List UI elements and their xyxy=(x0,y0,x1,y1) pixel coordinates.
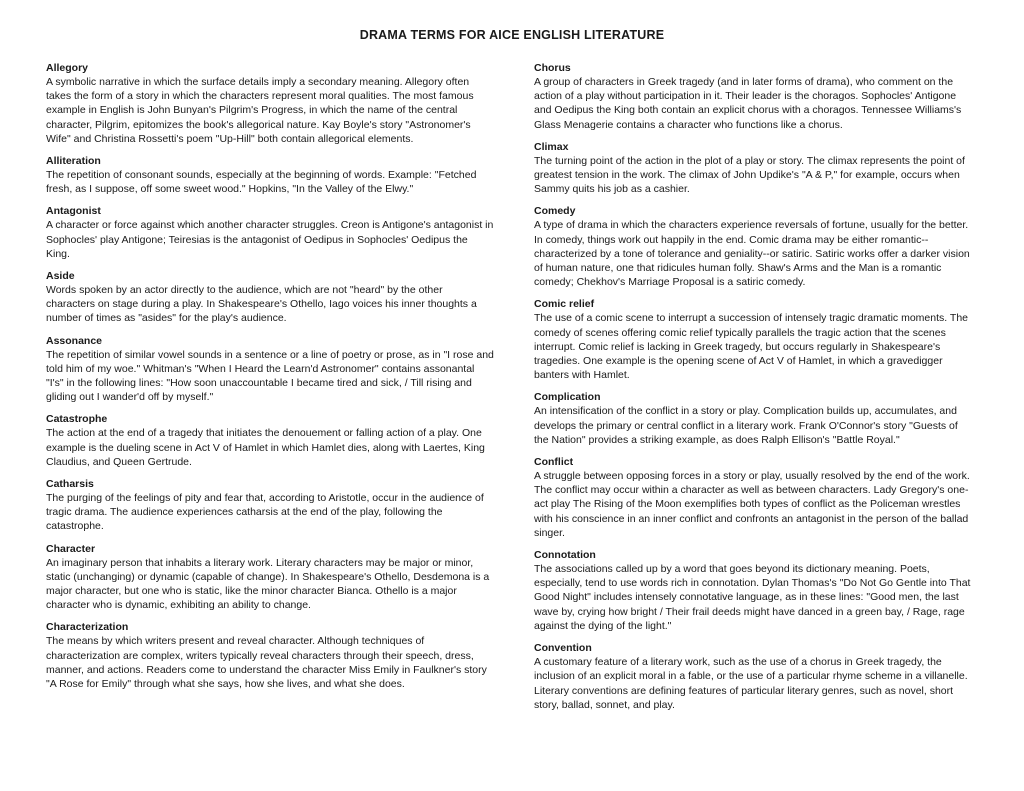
term-entry xyxy=(534,549,972,633)
term-heading: Allegory xyxy=(46,62,89,74)
term-definition: A character or force against which another character struggles. Creon is Antigone's antagonist in Sophocles' play Antigone; Teiresias is the antagonist of Oedipus in Sophocles' Oedipus the King. xyxy=(46,219,494,260)
term-entry xyxy=(46,335,494,405)
term-entry xyxy=(46,155,494,196)
term-definition: A customary feature of a literary work, such as the use of a chorus in Greek tragedy, the inclusion of an explicit moral in a fable, or the use of a particular rhyme scheme in a villanelle. Literary conventions are defining features of particular literary genres, such as novel, short story, ballad, sonnet, and play. xyxy=(534,656,968,711)
term-definition: The turning point of the action in the plot of a play or story. The climax represents the point of greatest tension in the work. The climax of John Updike's "A & P," for example, occurs when Sammy quits his job as a cashier. xyxy=(534,154,965,196)
term-definition: A struggle between opposing forces in a story or play, usually resolved by the end of the work. The conflict may occur within a character as well as between characters. Lady Gregory's one-act play The Rising of the Moon exemplifies both types of conflict as the Policeman wrestles with his conscience in an inner conflict and confronts an antagonist in the person of the ballad singer. xyxy=(534,470,970,539)
term-entry xyxy=(534,205,972,289)
term-entry xyxy=(534,62,972,132)
term-definition: A group of characters in Greek tragedy (and in later forms of drama), who comment on the action of a play without participation in it. Their leader is the choragos. Sophocles' Antigone and Oedipus the King both contain an explicit chorus with a choragos. Tennessee Williams's Glass Menagerie contains a character who functions like a chorus. xyxy=(534,76,962,131)
term-definition: The use of a comic scene to interrupt a succession of intensely tragic dramatic moments. The comedy of scenes offering comic relief typically parallels the tragic action that the scenes interrupt. Comic relief is lacking in Greek tragedy, but occurs regularly in Shakespeare's tragedies. One example is the opening scene of Act V of Hamlet, in which a gravedigger banters with Hamlet. xyxy=(534,312,969,382)
term-heading: Character xyxy=(46,542,96,555)
left-column xyxy=(46,62,494,700)
term-heading: Assonance xyxy=(46,334,103,347)
term-definition: The repetition of consonant sounds, especially at the beginning of words. Example: "Fetched fresh, as I suppose, off some sweet wood." Hopkins, "In the Valley of the Elwy." xyxy=(46,169,477,196)
term-definition: A symbolic narrative in which the surface details imply a secondary meaning. Allegory often takes the form of a story in which the characters represent moral qualities. The most famous example in English is John Bunyan's Pilgrim's Progress, in which the name of the central character, Pilgrim, epitomizes the book's allegorical nature. Kay Boyle's story "Astronomer's Wife" and Christina Rossetti's poem "Up-Hill" both contain allegorical elements. xyxy=(46,76,474,145)
term-heading: Comic relief xyxy=(534,298,595,311)
term-definition: Words spoken by an actor directly to the audience, which are not "heard" by the other characters on stage during a play. In Shakespeare's Othello, Iago voices his inner thoughts a number of times as "asides" for the play's audience. xyxy=(46,284,477,325)
term-heading: Conflict xyxy=(534,456,574,469)
term-entry xyxy=(46,270,494,326)
term-heading: Chorus xyxy=(534,62,571,74)
term-entry xyxy=(46,62,494,146)
term-definition: The associations called up by a word that goes beyond its dictionary meaning. Poets, especially, tend to use words rich in connotation. Dylan Thomas's "Do Not Go Gentle into That Good Night" includes intensely connotative language, as in these lines: "Good men, the last wave by, crying how bright / Their frail deeds might have danced in a green bay, / Rage, rage against the dying of the light." xyxy=(534,563,971,632)
term-definition: An imaginary person that inhabits a literary work. Literary characters may be major or minor, static (unchanging) or dynamic (capable of change). In Shakespeare's Othello, Desdemona is a major character, but one who is static, like the minor character Bianca. Othello is a major character who is dynamic, exhibiting an ability to change. xyxy=(46,556,490,612)
term-definition: A type of drama in which the characters experience reversals of fortune, usually for the better. In comedy, things work out happily in the end. Comic drama may be either romantic--characterized by a tone of tolerance and geniality--or satiric. Satiric works offer a darker vision of human nature, one that ridicules human folly. Shaw's Arms and the Man is a romantic comedy; Chekhov's Marriage Proposal is a satiric comedy. xyxy=(534,219,970,289)
term-entry xyxy=(46,478,494,534)
term-entry xyxy=(46,621,494,691)
term-entry xyxy=(534,391,972,447)
term-entry xyxy=(46,413,494,469)
term-heading: Complication xyxy=(534,391,601,404)
term-entry xyxy=(46,205,494,261)
term-heading: Convention xyxy=(534,642,592,655)
term-definition: The action at the end of a tragedy that initiates the denouement or falling action of a play. One example is the dueling scene in Act V of Hamlet in which Hamlet dies, along with Laertes, King Claudius, and Queen Gertrude. xyxy=(46,427,485,468)
term-entry xyxy=(534,298,972,382)
term-heading: Connotation xyxy=(534,549,596,562)
term-heading: Alliteration xyxy=(46,155,101,168)
term-heading: Characterization xyxy=(46,621,129,634)
term-entry xyxy=(46,543,494,613)
term-heading: Comedy xyxy=(534,205,576,218)
term-definition: An intensification of the conflict in a story or play. Complication builds up, accumulates, and develops the primary or central conflict in a literary work. Frank O'Connor's story "Guests of the Nation" provides a striking example, as does Ralph Ellison's "Battle Royal." xyxy=(534,405,958,446)
term-heading: Antagonist xyxy=(46,205,101,218)
right-column xyxy=(534,62,972,721)
term-entry xyxy=(534,642,972,712)
term-entry xyxy=(534,141,972,197)
term-heading: Climax xyxy=(534,140,569,153)
term-entry xyxy=(534,456,972,540)
term-definition: The repetition of similar vowel sounds in a sentence or a line of poetry or prose, as in "I rose and told him of my woe." Whitman's "When I Heard the Learn'd Astronomer" contains assonantal "I's" in the following lines: "How soon unaccountable I became tired and sick, / Till rising and gliding out I wander'd off by myself." xyxy=(46,348,494,404)
term-heading: Aside xyxy=(46,270,75,283)
term-definition: The means by which writers present and reveal character. Although techniques of characterization are complex, writers typically reveal characters through their speech, dress, manner, and actions. Readers come to understand the character Miss Emily in Faulkner's story "A Rose for Emily" through what she says, how she lives, and what she does. xyxy=(46,635,487,691)
page-title: DRAMA TERMS FOR AICE ENGLISH LITERATURE xyxy=(359,28,665,42)
term-heading: Catastrophe xyxy=(46,413,108,426)
term-heading: Catharsis xyxy=(46,478,94,491)
term-definition: The purging of the feelings of pity and fear that, according to Aristotle, occur in the audience of tragic drama. The audience experiences catharsis at the end of the play, following the catastrophe. xyxy=(46,492,484,533)
